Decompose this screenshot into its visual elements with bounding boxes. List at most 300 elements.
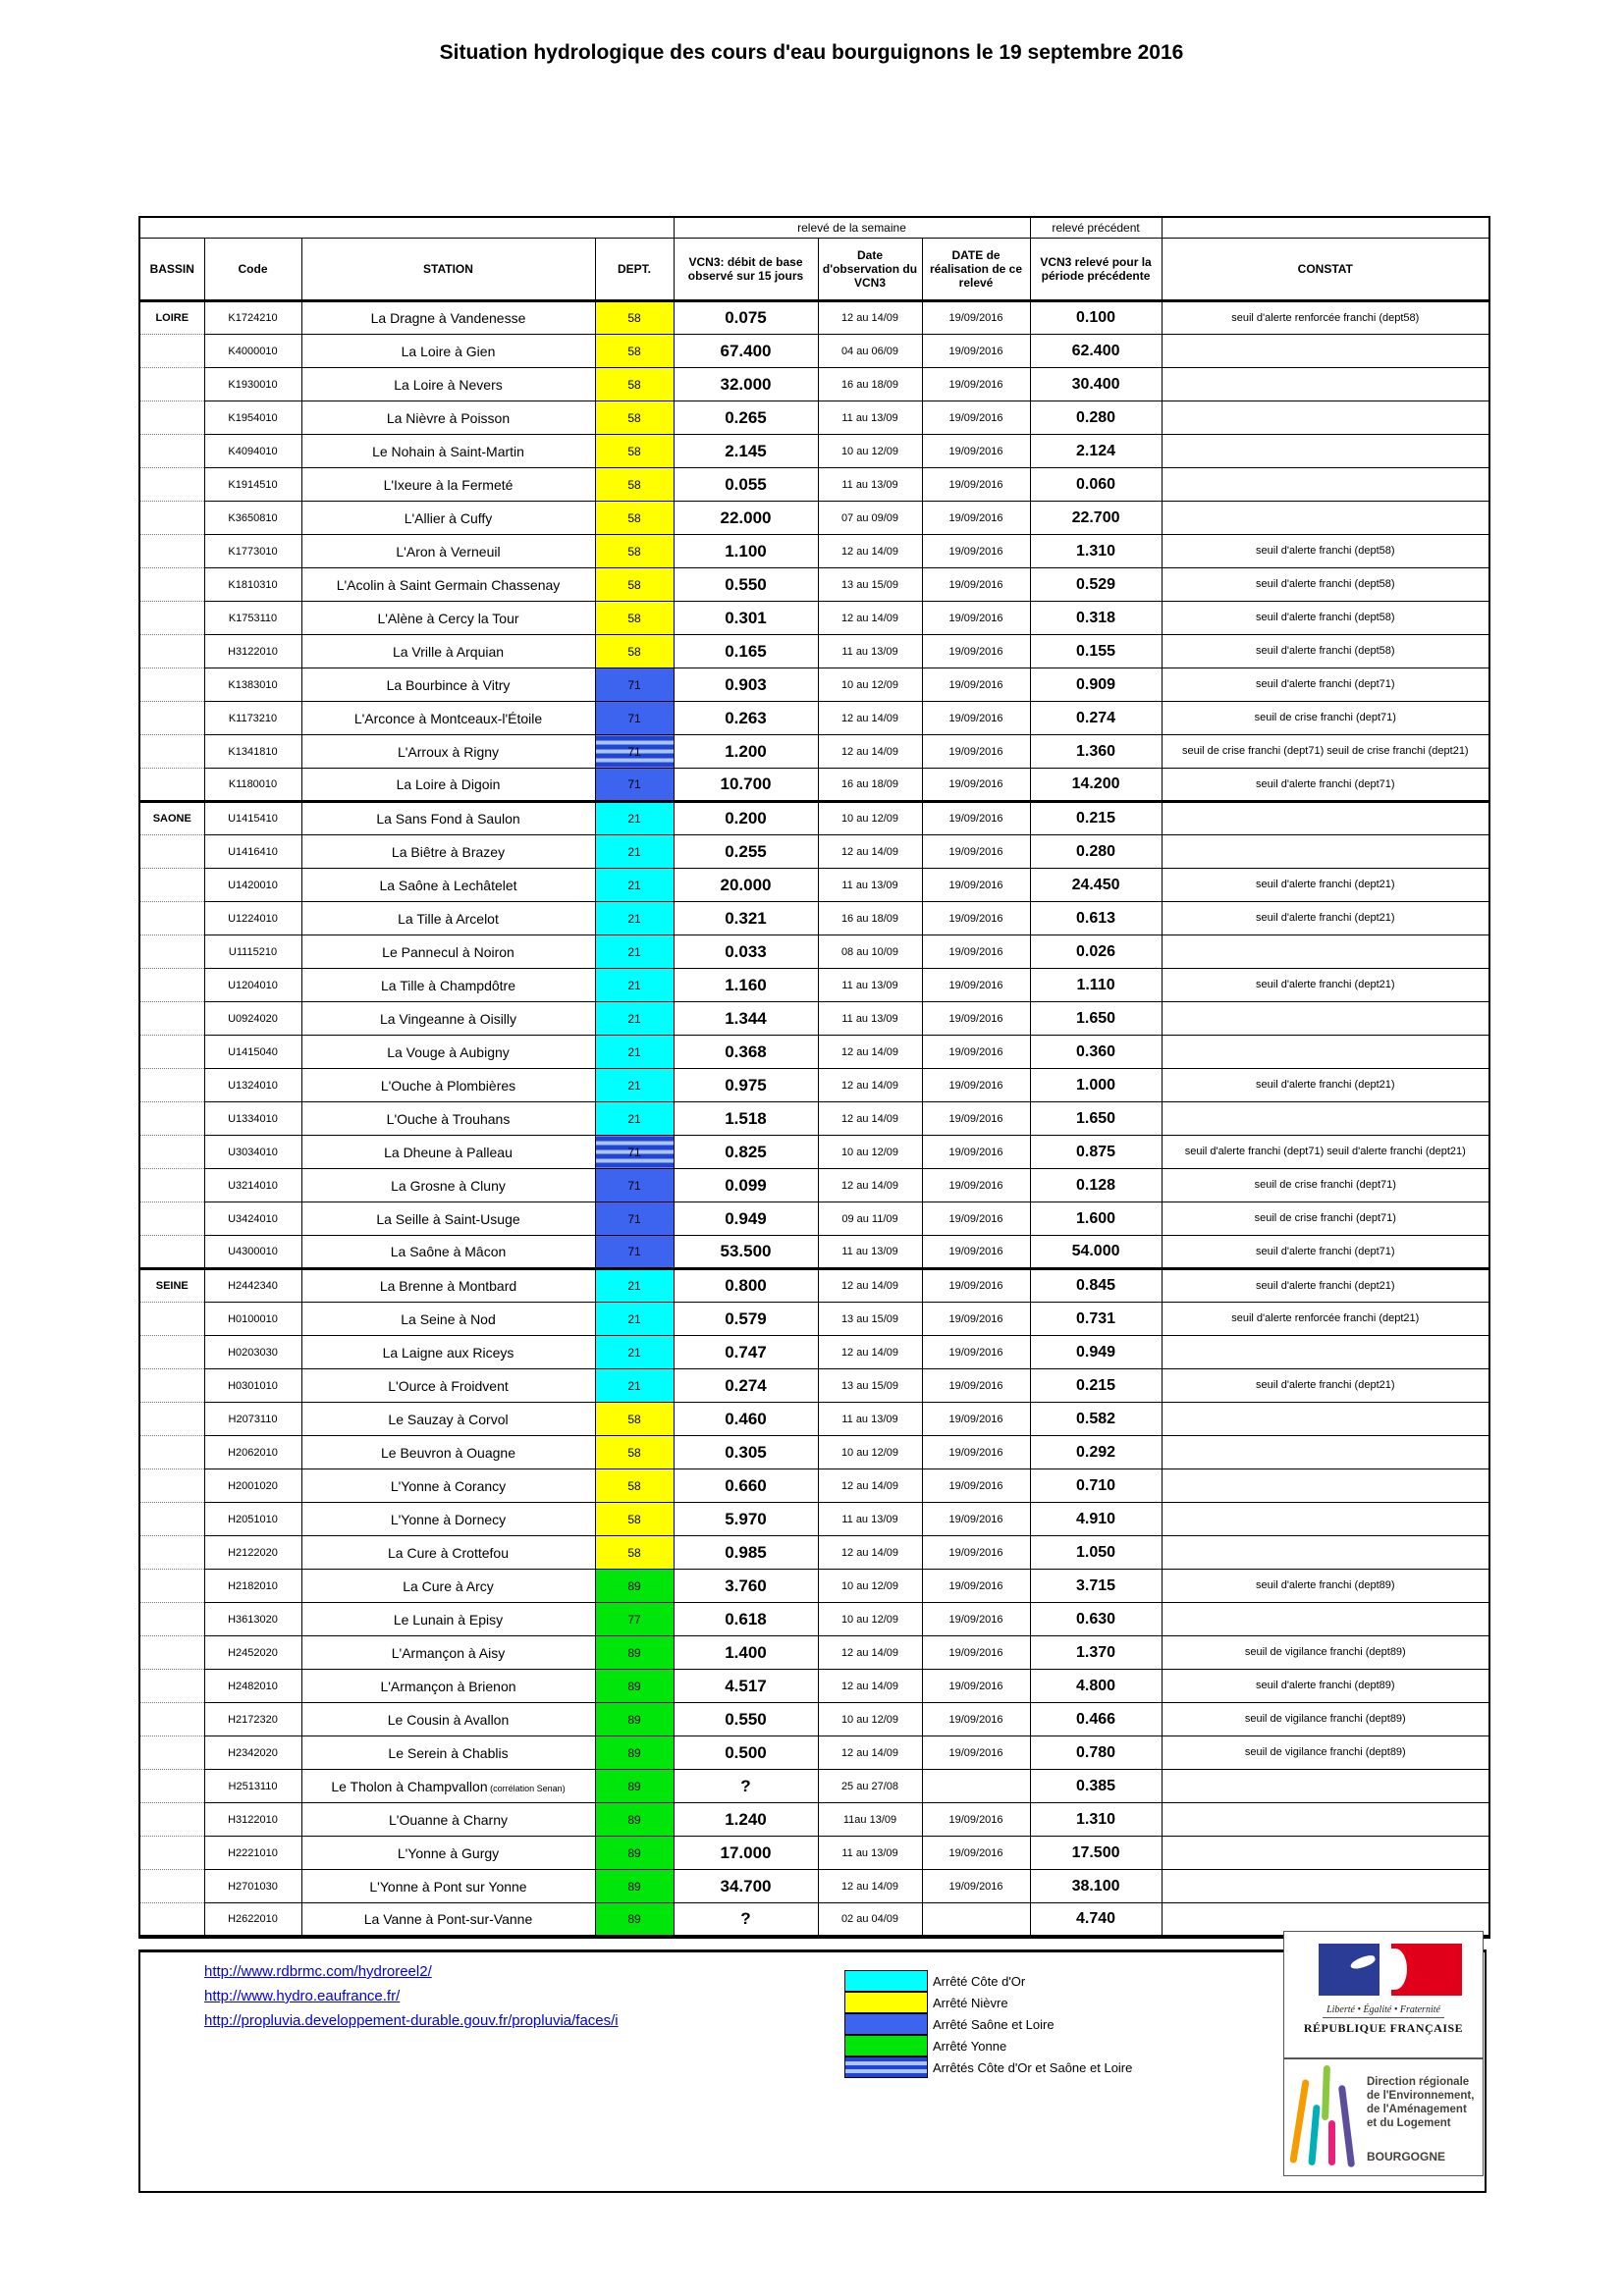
table-row <box>139 602 1489 635</box>
bassin-cell <box>139 602 204 635</box>
dept-cell: 21 <box>595 935 674 969</box>
vcn3-previous-cell: 0.292 <box>1030 1436 1162 1469</box>
date-releve-cell <box>922 1903 1030 1937</box>
bassin-cell <box>139 835 204 869</box>
legend-swatch-cote-dor-saone-et-loire <box>844 2056 928 2078</box>
code-cell: H2051010 <box>204 1503 301 1536</box>
constat-cell: seuil d'alerte franchi (dept71) <box>1162 1236 1489 1269</box>
dept-cell: 58 <box>595 401 674 435</box>
station-cell: La Biêtre à Brazey <box>301 835 595 869</box>
vcn3-cell: 1.518 <box>674 1102 818 1136</box>
vcn3-cell: 1.344 <box>674 1002 818 1036</box>
date-observation-cell: 11 au 13/09 <box>818 401 922 435</box>
table-row <box>139 1570 1489 1603</box>
vcn3-previous-cell: 0.909 <box>1030 668 1162 702</box>
bassin-cell <box>139 1469 204 1503</box>
station-cell: La Nièvre à Poisson <box>301 401 595 435</box>
legend-swatch-cote-dor <box>844 1970 928 1992</box>
date-releve-cell: 19/09/2016 <box>922 1870 1030 1903</box>
legend-row <box>844 1970 1132 1992</box>
constat-cell: seuil d'alerte franchi (dept21) <box>1162 1069 1489 1102</box>
bassin-cell <box>139 935 204 969</box>
station-cell: L'Ouanne à Charny <box>301 1803 595 1837</box>
date-releve-cell: 19/09/2016 <box>922 802 1030 835</box>
date-releve-cell: 19/09/2016 <box>922 869 1030 902</box>
code-cell: H3122010 <box>204 1803 301 1837</box>
dreal-title <box>1367 2075 1479 2130</box>
dept-cell: 21 <box>595 902 674 935</box>
station-cell: L'Ouche à Trouhans <box>301 1102 595 1136</box>
vcn3-previous-cell: 0.630 <box>1030 1603 1162 1636</box>
vcn3-previous-cell: 1.310 <box>1030 1803 1162 1837</box>
vcn3-previous-cell: 2.124 <box>1030 435 1162 468</box>
station-cell: La Saône à Mâcon <box>301 1236 595 1269</box>
dept-cell: 71 <box>595 668 674 702</box>
date-releve-cell <box>922 1770 1030 1803</box>
vcn3-previous-cell: 0.280 <box>1030 401 1162 435</box>
vcn3-cell: ? <box>674 1770 818 1803</box>
station-cell: L'Alène à Cercy la Tour <box>301 602 595 635</box>
constat-cell <box>1162 335 1489 368</box>
bassin-cell <box>139 568 204 602</box>
code-cell: H2221010 <box>204 1837 301 1870</box>
date-observation-cell: 11 au 13/09 <box>818 969 922 1002</box>
vcn3-cell: 0.255 <box>674 835 818 869</box>
date-releve-cell: 19/09/2016 <box>922 368 1030 401</box>
code-cell: H2172320 <box>204 1703 301 1736</box>
dreal-stick-icon <box>1338 2085 1355 2167</box>
constat-cell: seuil d'alerte franchi (dept21) <box>1162 1269 1489 1303</box>
dept-cell: 71 <box>595 1202 674 1236</box>
bassin-cell <box>139 635 204 668</box>
vcn3-previous-cell: 0.949 <box>1030 1336 1162 1369</box>
date-releve-cell: 19/09/2016 <box>922 1469 1030 1503</box>
station-cell: L'Ource à Froidvent <box>301 1369 595 1403</box>
col-header-vcn3: VCN3: débit de base observé sur 15 jours <box>674 239 818 301</box>
table-row <box>139 1870 1489 1903</box>
station-cell: Le Sauzay à Corvol <box>301 1403 595 1436</box>
col-header-constat: CONSTAT <box>1162 239 1489 301</box>
date-observation-cell: 12 au 14/09 <box>818 301 922 335</box>
code-cell: U1415040 <box>204 1036 301 1069</box>
dept-cell: 58 <box>595 468 674 502</box>
station-cell: L'Arroux à Rigny <box>301 735 595 769</box>
table-row <box>139 835 1489 869</box>
vcn3-cell: 32.000 <box>674 368 818 401</box>
date-observation-cell: 12 au 14/09 <box>818 1870 922 1903</box>
code-cell: H2622010 <box>204 1903 301 1937</box>
date-observation-cell: 12 au 14/09 <box>818 1336 922 1369</box>
date-observation-cell: 08 au 10/09 <box>818 935 922 969</box>
vcn3-previous-cell: 0.360 <box>1030 1036 1162 1069</box>
bassin-cell <box>139 1036 204 1069</box>
constat-cell <box>1162 1036 1489 1069</box>
vcn3-cell: 0.165 <box>674 635 818 668</box>
dept-cell: 58 <box>595 335 674 368</box>
code-cell: H3122010 <box>204 635 301 668</box>
station-cell: La Tille à Champdôtre <box>301 969 595 1002</box>
dept-cell: 58 <box>595 1436 674 1469</box>
rf-motto: Liberté • Égalité • Fraternité <box>1323 2004 1444 2018</box>
link-hydroreel[interactable]: http://www.rdbrmc.com/hydroreel2/ <box>204 1963 432 1980</box>
station-cell: Le Cousin à Avallon <box>301 1703 595 1736</box>
date-observation-cell: 12 au 14/09 <box>818 1269 922 1303</box>
date-releve-cell: 19/09/2016 <box>922 1670 1030 1703</box>
dreal-line: Direction régionale <box>1367 2076 1470 2088</box>
vcn3-previous-cell: 4.740 <box>1030 1903 1162 1937</box>
bassin-cell <box>139 1069 204 1102</box>
main-table <box>138 216 1490 1939</box>
station-cell: La Loire à Gien <box>301 335 595 368</box>
constat-cell <box>1162 1336 1489 1369</box>
bassin-cell <box>139 1403 204 1436</box>
dept-cell: 58 <box>595 502 674 535</box>
dreal-stick-icon <box>1289 2079 1309 2163</box>
constat-cell: seuil d'alerte franchi (dept21) <box>1162 969 1489 1002</box>
code-cell: U1415410 <box>204 802 301 835</box>
dept-cell: 21 <box>595 1269 674 1303</box>
station-cell: La Vanne à Pont-sur-Vanne <box>301 1903 595 1937</box>
table-row <box>139 1603 1489 1636</box>
vcn3-cell: 0.903 <box>674 668 818 702</box>
group-header-row <box>139 217 1489 239</box>
date-observation-cell: 11 au 13/09 <box>818 468 922 502</box>
station-cell: L'Yonne à Pont sur Yonne <box>301 1870 595 1903</box>
date-releve-cell: 19/09/2016 <box>922 1336 1030 1369</box>
legend-row <box>844 2056 1132 2078</box>
bassin-cell <box>139 502 204 535</box>
code-cell: H2482010 <box>204 1670 301 1703</box>
table-row <box>139 969 1489 1002</box>
station-cell: L'Ixeure à la Fermeté <box>301 468 595 502</box>
constat-cell <box>1162 1803 1489 1837</box>
bassin-cell <box>139 535 204 568</box>
dept-cell: 21 <box>595 802 674 835</box>
constat-cell <box>1162 835 1489 869</box>
vcn3-cell: 0.949 <box>674 1202 818 1236</box>
vcn3-previous-cell: 14.200 <box>1030 769 1162 802</box>
code-cell: H2182010 <box>204 1570 301 1603</box>
table-row <box>139 401 1489 435</box>
dept-cell: 58 <box>595 368 674 401</box>
date-releve-cell: 19/09/2016 <box>922 535 1030 568</box>
vcn3-cell: 34.700 <box>674 1870 818 1903</box>
bassin-cell: SEINE <box>139 1269 204 1303</box>
date-releve-cell: 19/09/2016 <box>922 1536 1030 1570</box>
bassin-cell <box>139 1303 204 1336</box>
station-cell: L'Arconce à Montceaux-l'Étoile <box>301 702 595 735</box>
date-observation-cell: 12 au 14/09 <box>818 1069 922 1102</box>
vcn3-previous-cell: 0.318 <box>1030 602 1162 635</box>
dept-cell: 58 <box>595 1503 674 1536</box>
vcn3-previous-cell: 0.060 <box>1030 468 1162 502</box>
dreal-line: de l'Aménagement <box>1367 2104 1467 2115</box>
table-row <box>139 1236 1489 1269</box>
vcn3-cell: 22.000 <box>674 502 818 535</box>
vcn3-cell: 0.500 <box>674 1736 818 1770</box>
date-releve-cell: 19/09/2016 <box>922 1403 1030 1436</box>
dept-cell: 71 <box>595 735 674 769</box>
station-cell: Le Pannecul à Noiron <box>301 935 595 969</box>
constat-cell <box>1162 1837 1489 1870</box>
code-cell: U0924020 <box>204 1002 301 1036</box>
table-row <box>139 335 1489 368</box>
date-observation-cell: 12 au 14/09 <box>818 1169 922 1202</box>
date-observation-cell: 12 au 14/09 <box>818 702 922 735</box>
table-row <box>139 1436 1489 1469</box>
constat-cell <box>1162 1469 1489 1503</box>
legend-label: Arrêté Saône et Loire <box>933 2016 1055 2032</box>
date-releve-cell: 19/09/2016 <box>922 1703 1030 1736</box>
vcn3-cell: 0.975 <box>674 1069 818 1102</box>
code-cell: U3034010 <box>204 1136 301 1169</box>
dept-cell: 58 <box>595 602 674 635</box>
dept-cell: 58 <box>595 1469 674 1503</box>
date-releve-cell: 19/09/2016 <box>922 568 1030 602</box>
date-releve-cell: 19/09/2016 <box>922 1036 1030 1069</box>
col-header-station: STATION <box>301 239 595 301</box>
vcn3-previous-cell: 38.100 <box>1030 1870 1162 1903</box>
station-cell: L'Allier à Cuffy <box>301 502 595 535</box>
code-cell: U4300010 <box>204 1236 301 1269</box>
vcn3-cell: 0.660 <box>674 1469 818 1503</box>
dreal-stick-icon <box>1308 2105 1320 2165</box>
station-cell: La Loire à Nevers <box>301 368 595 401</box>
station-cell: L'Ouche à Plombières <box>301 1069 595 1102</box>
code-cell: K1724210 <box>204 301 301 335</box>
dept-cell: 58 <box>595 1403 674 1436</box>
vcn3-cell: 0.747 <box>674 1336 818 1369</box>
code-cell: H2452020 <box>204 1636 301 1670</box>
bassin-cell <box>139 368 204 401</box>
legend-row <box>844 2013 1132 2035</box>
vcn3-cell: 0.099 <box>674 1169 818 1202</box>
table-row <box>139 301 1489 335</box>
station-cell: L'Yonne à Gurgy <box>301 1837 595 1870</box>
code-cell: U1416410 <box>204 835 301 869</box>
date-releve-cell: 19/09/2016 <box>922 1503 1030 1536</box>
vcn3-previous-cell: 0.613 <box>1030 902 1162 935</box>
table-row <box>139 668 1489 702</box>
vcn3-previous-cell: 4.800 <box>1030 1670 1162 1703</box>
bassin-cell <box>139 1436 204 1469</box>
table-row <box>139 1336 1489 1369</box>
vcn3-cell: ? <box>674 1903 818 1937</box>
date-releve-cell: 19/09/2016 <box>922 1603 1030 1636</box>
bassin-cell <box>139 1202 204 1236</box>
vcn3-cell: 1.240 <box>674 1803 818 1837</box>
dreal-region: BOURGOGNE <box>1367 2150 1446 2163</box>
table-row <box>139 902 1489 935</box>
vcn3-previous-cell: 0.155 <box>1030 635 1162 668</box>
vcn3-cell: 1.200 <box>674 735 818 769</box>
date-observation-cell: 04 au 06/09 <box>818 335 922 368</box>
dept-cell: 77 <box>595 1603 674 1636</box>
legend-swatch-yonne <box>844 2035 928 2056</box>
station-cell: La Dheune à Palleau <box>301 1136 595 1169</box>
station-cell: La Vingeanne à Oisilly <box>301 1002 595 1036</box>
vcn3-cell: 0.579 <box>674 1303 818 1336</box>
date-observation-cell: 12 au 14/09 <box>818 1636 922 1670</box>
vcn3-previous-cell: 0.385 <box>1030 1770 1162 1803</box>
vcn3-previous-cell: 1.310 <box>1030 535 1162 568</box>
station-cell: La Sans Fond à Saulon <box>301 802 595 835</box>
table-row <box>139 468 1489 502</box>
code-cell: K1173210 <box>204 702 301 735</box>
constat-cell <box>1162 935 1489 969</box>
date-observation-cell: 16 au 18/09 <box>818 902 922 935</box>
link-propluvia[interactable]: http://propluvia.developpement-durable.gouv.fr/propluvia/faces/i <box>204 2012 619 2029</box>
date-releve-cell: 19/09/2016 <box>922 401 1030 435</box>
col-header-dept: DEPT. <box>595 239 674 301</box>
table-row <box>139 1102 1489 1136</box>
vcn3-previous-cell: 24.450 <box>1030 869 1162 902</box>
date-observation-cell: 12 au 14/09 <box>818 1102 922 1136</box>
code-cell: H3613020 <box>204 1603 301 1636</box>
code-cell: H2513110 <box>204 1770 301 1803</box>
dept-cell: 71 <box>595 1236 674 1269</box>
dept-cell: 89 <box>595 1770 674 1803</box>
dept-cell: 21 <box>595 1303 674 1336</box>
bassin-cell <box>139 1870 204 1903</box>
date-releve-cell: 19/09/2016 <box>922 935 1030 969</box>
bassin-cell <box>139 1102 204 1136</box>
date-releve-cell: 19/09/2016 <box>922 435 1030 468</box>
bassin-cell <box>139 1236 204 1269</box>
vcn3-previous-cell: 62.400 <box>1030 335 1162 368</box>
station-cell: Le Nohain à Saint-Martin <box>301 435 595 468</box>
date-observation-cell: 10 au 12/09 <box>818 668 922 702</box>
date-releve-cell: 19/09/2016 <box>922 969 1030 1002</box>
station-cell: La Cure à Arcy <box>301 1570 595 1603</box>
constat-cell <box>1162 468 1489 502</box>
table-row <box>139 1670 1489 1703</box>
vcn3-previous-cell: 0.710 <box>1030 1469 1162 1503</box>
table-body <box>139 301 1489 1937</box>
code-cell: H0301010 <box>204 1369 301 1403</box>
station-cell: La Tille à Arcelot <box>301 902 595 935</box>
date-releve-cell: 19/09/2016 <box>922 1269 1030 1303</box>
constat-cell <box>1162 1603 1489 1636</box>
date-observation-cell: 16 au 18/09 <box>818 769 922 802</box>
table-row <box>139 1770 1489 1803</box>
date-observation-cell: 12 au 14/09 <box>818 1036 922 1069</box>
table-row <box>139 1503 1489 1536</box>
vcn3-previous-cell: 1.600 <box>1030 1202 1162 1236</box>
code-cell: U1224010 <box>204 902 301 935</box>
vcn3-previous-cell: 0.529 <box>1030 568 1162 602</box>
vcn3-cell: 0.274 <box>674 1369 818 1403</box>
bassin-cell <box>139 1670 204 1703</box>
bassin-cell <box>139 1536 204 1570</box>
dept-cell: 89 <box>595 1570 674 1603</box>
code-cell: H2122020 <box>204 1536 301 1570</box>
page-title: Situation hydrologique des cours d'eau bourguignons le 19 septembre 2016 <box>439 41 1184 64</box>
table-row <box>139 1069 1489 1102</box>
vcn3-cell: 4.517 <box>674 1670 818 1703</box>
date-releve-cell: 19/09/2016 <box>922 1803 1030 1837</box>
constat-cell <box>1162 502 1489 535</box>
vcn3-cell: 0.301 <box>674 602 818 635</box>
flag-red-block <box>1391 1944 1462 1996</box>
station-cell: La Seine à Nod <box>301 1303 595 1336</box>
constat-cell: seuil de vigilance franchi (dept89) <box>1162 1636 1489 1670</box>
legend-label: Arrêté Côte d'Or <box>933 1973 1026 1989</box>
vcn3-previous-cell: 0.582 <box>1030 1403 1162 1436</box>
date-releve-cell: 19/09/2016 <box>922 835 1030 869</box>
vcn3-previous-cell: 0.100 <box>1030 301 1162 335</box>
code-cell: K1773010 <box>204 535 301 568</box>
links-block <box>204 1959 666 2033</box>
bassin-cell <box>139 1903 204 1937</box>
date-observation-cell: 12 au 14/09 <box>818 602 922 635</box>
vcn3-previous-cell: 4.910 <box>1030 1503 1162 1536</box>
date-releve-cell: 19/09/2016 <box>922 301 1030 335</box>
code-cell: H2073110 <box>204 1403 301 1436</box>
bassin-cell <box>139 668 204 702</box>
marianne-flag-icon <box>1305 1944 1462 1996</box>
bassin-cell: SAONE <box>139 802 204 835</box>
vcn3-previous-cell: 0.875 <box>1030 1136 1162 1169</box>
table-row <box>139 1803 1489 1837</box>
station-cell: La Vrille à Arquian <box>301 635 595 668</box>
constat-cell: seuil de crise franchi (dept71) seuil de crise franchi (dept21) <box>1162 735 1489 769</box>
flag-blue-block <box>1319 1944 1380 1996</box>
legend-row <box>844 1992 1132 2013</box>
vcn3-cell: 17.000 <box>674 1837 818 1870</box>
dept-cell: 89 <box>595 1736 674 1770</box>
vcn3-previous-cell: 0.731 <box>1030 1303 1162 1336</box>
date-observation-cell: 11 au 13/09 <box>818 1837 922 1870</box>
code-cell: H2701030 <box>204 1870 301 1903</box>
date-observation-cell: 12 au 14/09 <box>818 535 922 568</box>
code-cell: K4000010 <box>204 335 301 368</box>
vcn3-previous-cell: 1.650 <box>1030 1002 1162 1036</box>
constat-cell: seuil d'alerte franchi (dept71) <box>1162 668 1489 702</box>
dept-cell: 89 <box>595 1636 674 1670</box>
date-releve-cell: 19/09/2016 <box>922 1236 1030 1269</box>
vcn3-previous-cell: 1.000 <box>1030 1069 1162 1102</box>
bassin-cell <box>139 902 204 935</box>
date-releve-cell: 19/09/2016 <box>922 468 1030 502</box>
bassin-cell: LOIRE <box>139 301 204 335</box>
dept-cell: 21 <box>595 969 674 1002</box>
dept-cell: 89 <box>595 1803 674 1837</box>
bassin-cell <box>139 1136 204 1169</box>
constat-cell <box>1162 1870 1489 1903</box>
date-observation-cell: 11 au 13/09 <box>818 1002 922 1036</box>
date-releve-cell: 19/09/2016 <box>922 335 1030 368</box>
table-row <box>139 368 1489 401</box>
link-eaufrance[interactable]: http://www.hydro.eaufrance.fr/ <box>204 1988 401 2004</box>
code-cell: U1334010 <box>204 1102 301 1136</box>
vcn3-previous-cell: 0.128 <box>1030 1169 1162 1202</box>
code-cell: K3650810 <box>204 502 301 535</box>
table-row <box>139 1269 1489 1303</box>
dept-cell: 89 <box>595 1670 674 1703</box>
constat-cell <box>1162 1436 1489 1469</box>
station-cell: L'Armançon à Aisy <box>301 1636 595 1670</box>
table-row <box>139 1837 1489 1870</box>
station-cell: La Brenne à Montbard <box>301 1269 595 1303</box>
code-cell: H0203030 <box>204 1336 301 1369</box>
station-cell: La Bourbince à Vitry <box>301 668 595 702</box>
constat-cell: seuil d'alerte franchi (dept89) <box>1162 1670 1489 1703</box>
dept-cell: 58 <box>595 301 674 335</box>
constat-cell: seuil de crise franchi (dept71) <box>1162 702 1489 735</box>
date-observation-cell: 11 au 13/09 <box>818 869 922 902</box>
vcn3-cell: 0.800 <box>674 1269 818 1303</box>
